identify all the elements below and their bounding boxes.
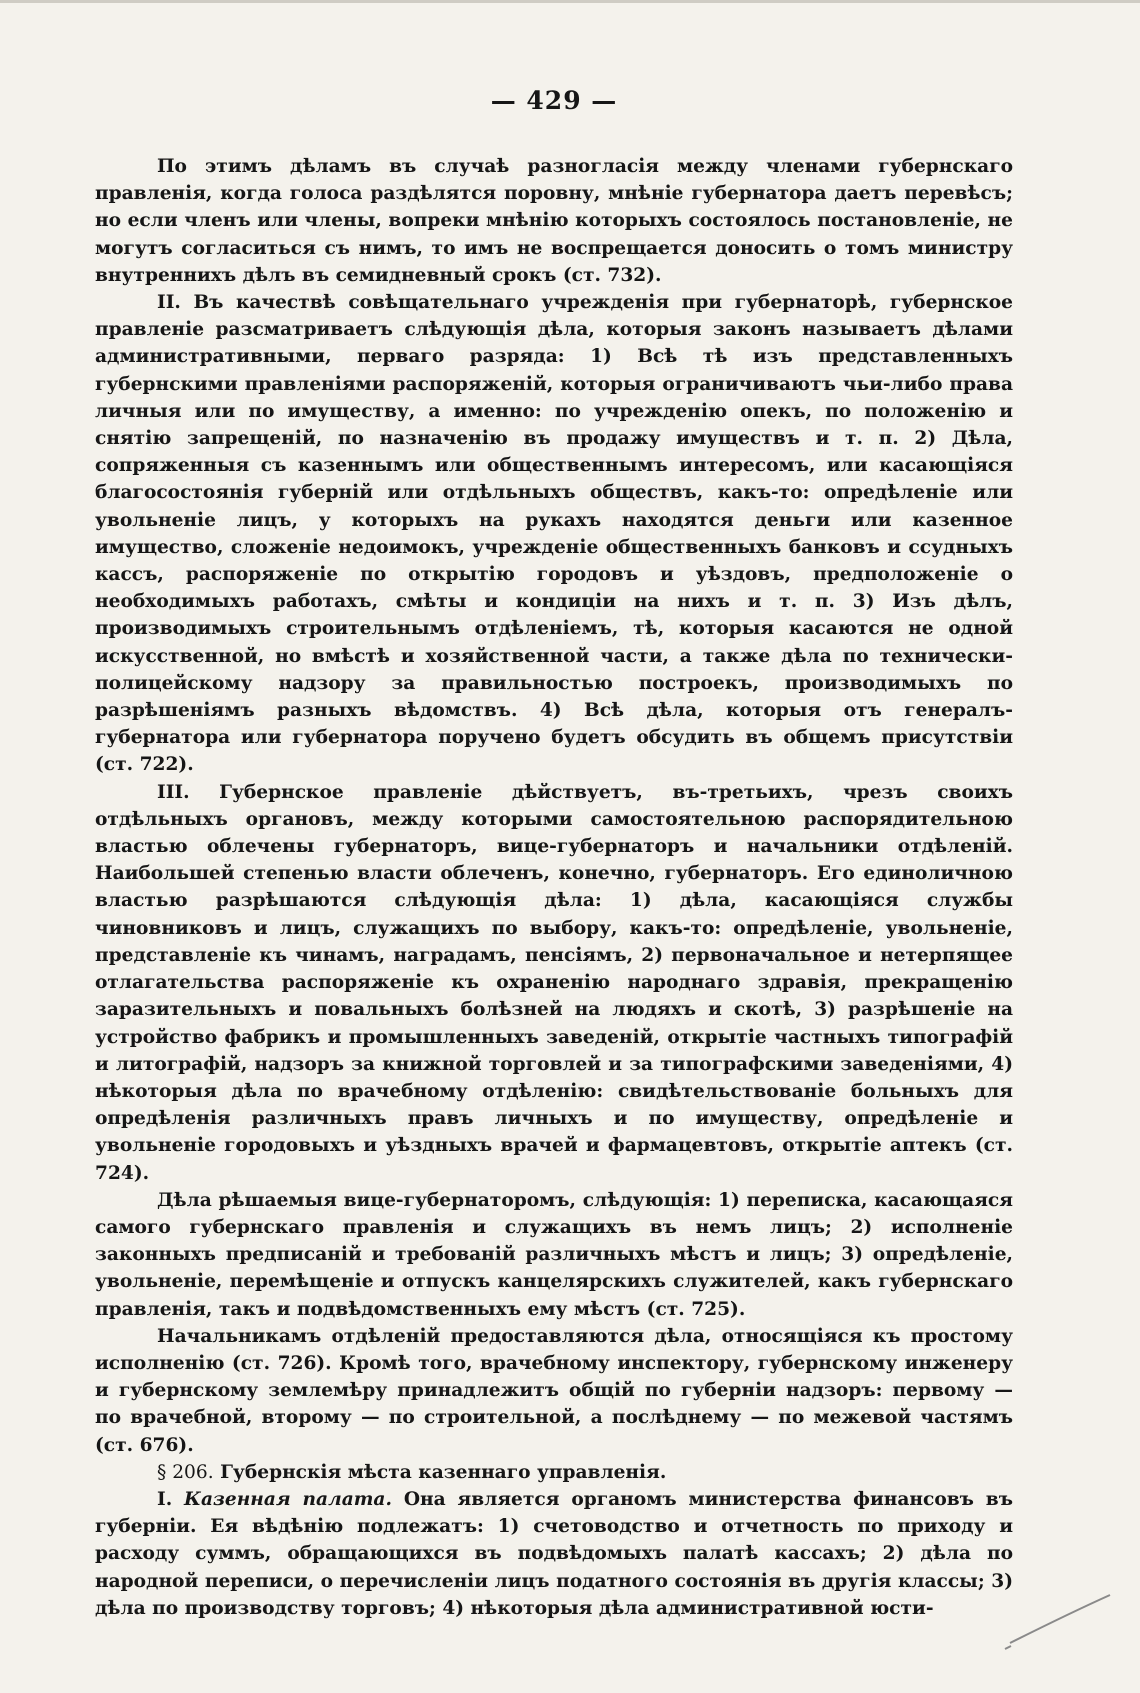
- pencil-stroke-mark: [1000, 1583, 1120, 1653]
- page-number: — 429 —: [490, 86, 618, 115]
- paragraph-2: II. Въ качествѣ совѣщательнаго учрежденія при губернаторѣ, губернское правленіе разсматриваетъ слѣдующія дѣла, которыя законъ называетъ дѣлами административными, перваго разряда: 1) Всѣ тѣ изъ представленныхъ губернскими правленіями распоряженій, которыя ограничиваютъ чьи-либо права личныя или по имуществу, а именно: по учрежденію опекъ, по положенію и снятію запрещеній, по назначенію въ продажу имуществъ и т. п. 2) Дѣла, сопряженныя съ казеннымъ или общественнымъ интересомъ, или касающіяся благосостоянія губерній или отдѣльныхъ обществъ, какъ-то: опредѣленіе или увольненіе лицъ, у которыхъ на рукахъ находятся деньги или казенное имущество, сложеніе недоимокъ, учрежденіе общественныхъ банковъ и ссудныхъ кассъ, распоряженіе по открытію городовъ и уѣздовъ, предположеніе о необходимыхъ работахъ, смѣты и кондиціи на нихъ и т. п. 3) Изъ дѣлъ, производимыхъ строительнымъ отдѣленіемъ, тѣ, которыя касаются не одной искусственной, но вмѣстѣ и хозяйственной части, а также дѣла по технически-полицейскому надзору за правильностью построекъ, производимыхъ по разрѣшеніямъ разныхъ вѣдомствъ. 4) Всѣ дѣла, которыя отъ генералъ-губернатора или губернатора поручено будетъ обсудить въ общемъ присутствіи (ст. 722).: [95, 292, 1013, 776]
- paragraph-3: III. Губернское правленіе дѣйствуетъ, въ-третьихъ, чрезъ своихъ отдѣльныхъ органовъ, между которыми самостоятельною распорядительною властью облечены губернаторъ, вице-губернаторъ и начальники отдѣленій. Наибольшей степенью власти облеченъ, конечно, губернаторъ. Его единоличною властью разрѣшаются слѣдующія дѣла: 1) дѣла, касающіяся службы чиновниковъ и лицъ, служащихъ по выбору, какъ-то: опредѣленіе, увольненіе, представленіе къ чинамъ, наградамъ, пенсіямъ, 2) первоначальное и нетерпящее отлагательства распоряженіе къ охраненію народнаго здравія, прекращенію заразительныхъ и повальныхъ болѣзней на людяхъ и скотѣ, 3) разрѣшеніе на устройство фабрикъ и промышленныхъ заведеній, открытіе частныхъ типографій и литографій, надзоръ за книжной торговлей и за типографскими заведеніями, 4) нѣкоторыя дѣла по врачебному отдѣленію: свидѣтельствованіе больныхъ для опредѣленія различныхъ правъ личныхъ и по имуществу, опредѣленіе и увольненіе городовыхъ и уѣздныхъ врачей и фармацевтовъ, открытіе аптекъ (ст. 724).: [95, 781, 1013, 1184]
- final-paragraph-text: Она является органомъ министерства финансовъ въ губерніи. Ея вѣдѣнію подлежатъ: 1) счетоводство и отчетность по приходу и расходу суммъ, обращающихся въ подвѣдомыхъ палатѣ кассахъ; 2) дѣла по народной переписи, о перечисленіи лицъ податного состоянія въ другія классы; 3) дѣла по производству торговъ; 4) нѣкоторыя дѣла административной юсти-: [95, 1488, 1013, 1619]
- paragraph-6: [95, 1486, 1013, 1622]
- paragraph-4: Дѣла рѣшаемыя вице-губернаторомъ, слѣдующія: 1) переписка, касающаяся самого губернскаго правленія и служащихъ въ немъ лицъ; 2) исполненіе законныхъ предписаній и требованій различныхъ мѣстъ и лицъ; 3) опредѣленіе, увольненіе, перемѣщеніе и отпускъ канцелярскихъ служителей, какъ губернскаго правленія, такъ и подвѣдомственныхъ ему мѣстъ (ст. 725).: [95, 1189, 1013, 1320]
- paragraph-1: По этимъ дѣламъ въ случаѣ разногласія между членами губернскаго правленія, когда голоса раздѣлятся поровну, мнѣніе губернатора даетъ перевѣсъ; но если членъ или члены, вопреки мнѣнію которыхъ состоялось постановленіе, не могутъ согласиться съ нимъ, то имъ не воспрещается доносить о томъ министру внутреннихъ дѣлъ въ семидневный срокъ (ст. 732).: [95, 156, 1013, 286]
- scan-top-edge: [0, 0, 1140, 3]
- section-number: § 206.: [157, 1461, 214, 1483]
- section-heading: [95, 1459, 1013, 1486]
- final-paragraph-italic-title: Казенная палата.: [184, 1488, 392, 1510]
- paragraph-5: Начальникамъ отдѣленій предоставляются дѣла, относящіяся къ простому исполненію (ст. 726). Кромѣ того, врачебному инспектору, губернскому инженеру и губернскому землемѣру принадлежитъ общій по губерніи надзоръ: первому — по врачебной, второму — по строительной, а послѣднему — по межевой частямъ (ст. 676).: [95, 1325, 1013, 1456]
- final-paragraph-lead: I.: [157, 1488, 173, 1510]
- body-text: [95, 153, 1013, 1622]
- document-page: [95, 86, 1013, 1622]
- section-title: Губернскія мѣста казеннаго управленія.: [220, 1461, 667, 1483]
